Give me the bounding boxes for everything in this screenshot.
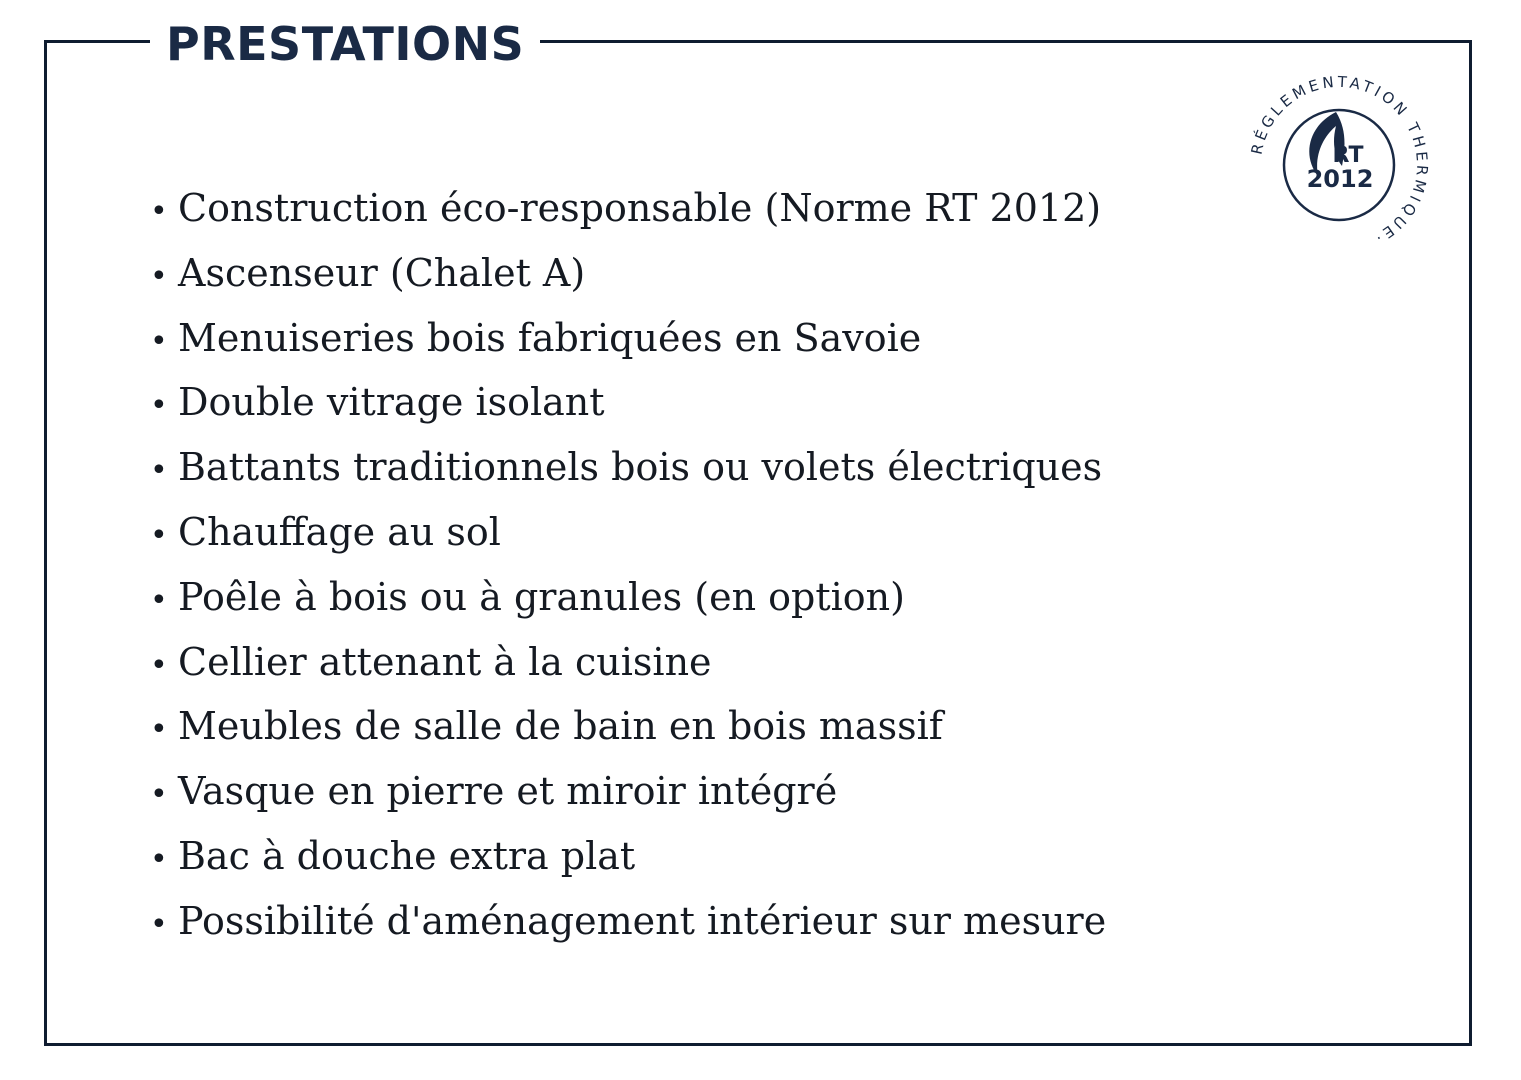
- bullet-icon: •: [150, 323, 168, 359]
- bullet-icon: •: [150, 647, 168, 683]
- feature-text: Double vitrage isolant: [178, 380, 605, 425]
- feature-text: Chauffage au sol: [178, 509, 501, 554]
- list-item: [150, 308, 1106, 373]
- rt2012-badge: [1244, 70, 1434, 260]
- page-title: PRESTATIONS: [150, 14, 540, 74]
- bullet-icon: •: [150, 777, 168, 813]
- bullet-icon: •: [150, 841, 168, 877]
- list-item: [150, 437, 1106, 502]
- feature-text: Vasque en pierre et miroir intégré: [178, 769, 838, 814]
- bullet-icon: •: [150, 453, 168, 489]
- features-list: [150, 178, 1106, 956]
- feature-text: Meubles de salle de bain en bois massif: [178, 704, 943, 749]
- bullet-icon: •: [150, 258, 168, 294]
- feature-text: Bac à douche extra plat: [178, 833, 636, 878]
- bullet-icon: •: [150, 582, 168, 618]
- feature-text: Possibilité d'aménagement intérieur sur mesure: [178, 898, 1107, 943]
- list-item: [150, 826, 1106, 891]
- bullet-icon: •: [150, 712, 168, 748]
- feature-text: Ascenseur (Chalet A): [178, 250, 586, 295]
- list-item: [150, 567, 1106, 632]
- list-item: [150, 632, 1106, 697]
- feature-text: Poêle à bois ou à granules (en option): [178, 574, 905, 619]
- bullet-icon: •: [150, 194, 168, 229]
- list-item: [150, 696, 1106, 761]
- badge-label-rt: RT: [1332, 143, 1364, 168]
- list-item: [150, 243, 1106, 308]
- list-item: [150, 761, 1106, 826]
- feature-text: Menuiseries bois fabriquées en Savoie: [178, 315, 922, 360]
- badge-label-year: 2012: [1306, 165, 1374, 193]
- list-item: [150, 502, 1106, 567]
- badge-ring-text: RÉGLEMENTATION THERMIQUE·: [1247, 72, 1432, 249]
- bullet-icon: •: [150, 388, 168, 424]
- bullet-icon: •: [150, 906, 168, 942]
- list-item: [150, 372, 1106, 437]
- list-item: [150, 891, 1106, 956]
- bullet-icon: •: [150, 517, 168, 553]
- feature-text: Cellier attenant à la cuisine: [178, 639, 712, 684]
- feature-text: Construction éco-responsable (Norme RT 2012): [178, 186, 1102, 230]
- feature-text: Battants traditionnels bois ou volets électriques: [178, 445, 1103, 490]
- list-item: [150, 178, 1106, 243]
